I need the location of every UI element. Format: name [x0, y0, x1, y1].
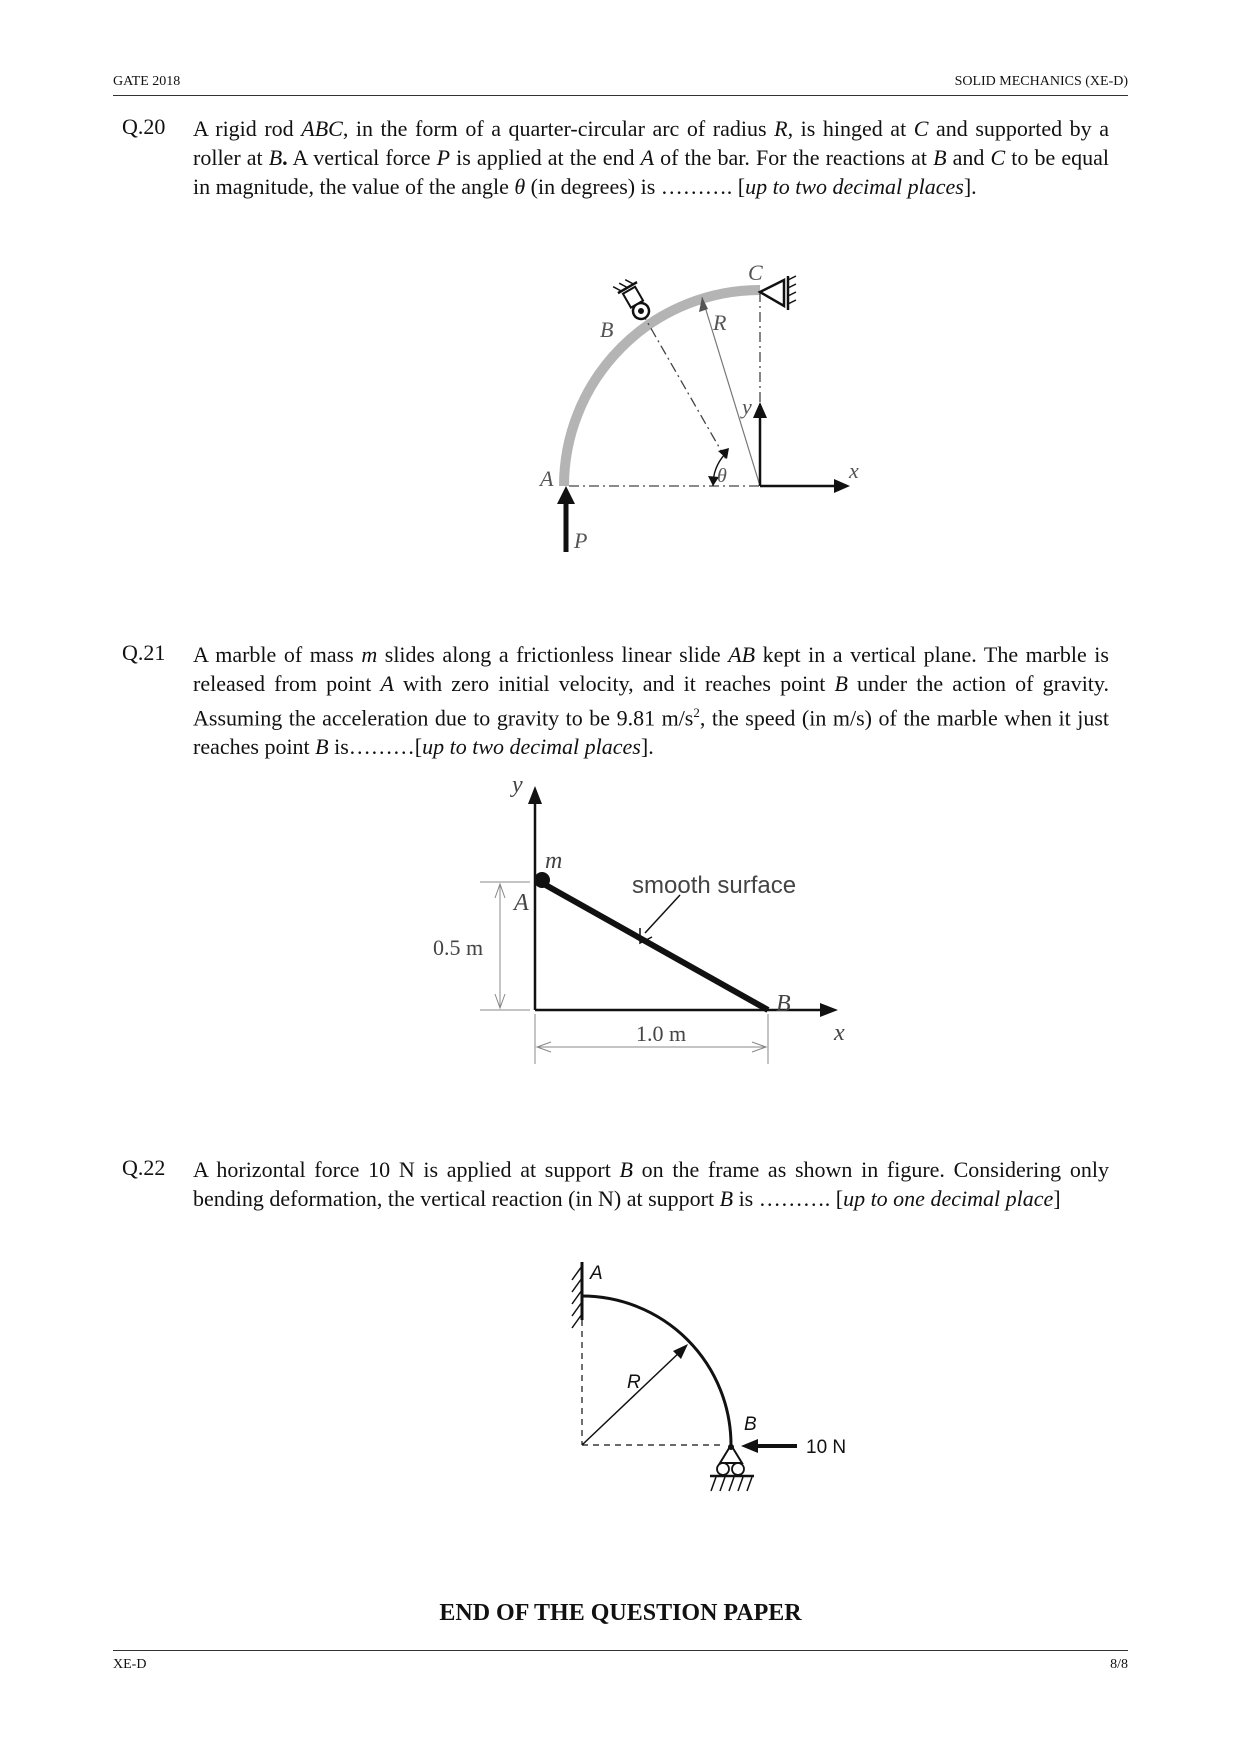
- curved-frame: [582, 1296, 731, 1445]
- label-theta: θ: [717, 465, 727, 487]
- label-a: A: [590, 1263, 603, 1284]
- question-number-21: Q.21: [122, 640, 166, 665]
- label-b: B: [600, 317, 614, 342]
- label-y: y: [512, 772, 523, 798]
- label-c: C: [748, 260, 763, 285]
- question-text-22: A horizontal force 10 N is applied at support B on the frame as shown in figure. Considering only bending deformation, the vertical reaction (in N) at support B is ………. [up to one decimal place]: [193, 1157, 1109, 1211]
- label-force: 10 N: [806, 1437, 847, 1458]
- roller-support-b: [710, 1444, 754, 1491]
- figure-q20: [520, 250, 880, 560]
- header-rule: [113, 95, 1128, 96]
- question-text-20: A rigid rod ABC, in the form of a quarter-circular arc of radius R, is hinged at C and supported by a roller at B. A vertical force P is applied at the end A of the bar. For the reactions at B and C to be equal in magnitude, the value of the angle θ (in degrees) is ………. [up to two decimal places].: [193, 116, 1109, 199]
- end-of-paper: END OF THE QUESTION PAPER: [439, 1600, 802, 1626]
- header-paper-name: SOLID MECHANICS (XE-D): [954, 74, 1128, 89]
- label-m: m: [545, 848, 563, 874]
- roller-support-b: [613, 275, 654, 324]
- question-number-22: Q.22: [122, 1155, 166, 1180]
- label-x: x: [849, 458, 859, 483]
- radius-arrow: [582, 1350, 682, 1445]
- hinge-support-c: [760, 276, 796, 310]
- label-y: y: [742, 394, 752, 419]
- label-b: B: [776, 991, 791, 1017]
- footer-rule: [113, 1650, 1128, 1651]
- footer-page-number: 8/8: [1110, 1657, 1128, 1672]
- footer-section-code: XE-D: [113, 1657, 147, 1672]
- label-height: 0.5 m: [433, 935, 484, 960]
- question-text-21: A marble of mass m slides along a frictionless linear slide AB kept in a vertical plane. The marble is released from point A with zero initial velocity, and it reaches point B under the action of gravity. Assuming the acceleration due to gravity to be 9.81 $m/s^2$, the speed (in m/s) of the marble when it just reaches point B is………[up to two decimal places].: [193, 642, 1110, 760]
- label-x: x: [834, 1020, 845, 1046]
- label-b: B: [744, 1414, 757, 1435]
- label-p: P: [574, 528, 588, 553]
- radius-line: [702, 297, 760, 486]
- label-a: A: [540, 466, 554, 491]
- label-a: A: [514, 890, 529, 916]
- quarter-circle-rod: [564, 290, 760, 486]
- label-width: 1.0 m: [636, 1021, 687, 1046]
- figure-q21: [420, 770, 880, 1080]
- header-exam-title: GATE 2018: [113, 74, 181, 89]
- question-number-20: Q.20: [122, 114, 166, 139]
- slide-ab: [542, 883, 768, 1010]
- figure-q22: [560, 1250, 880, 1500]
- label-smooth-surface: smooth surface: [632, 872, 797, 899]
- marble: [534, 872, 550, 888]
- label-r: R: [713, 310, 727, 335]
- label-r: R: [627, 1372, 641, 1393]
